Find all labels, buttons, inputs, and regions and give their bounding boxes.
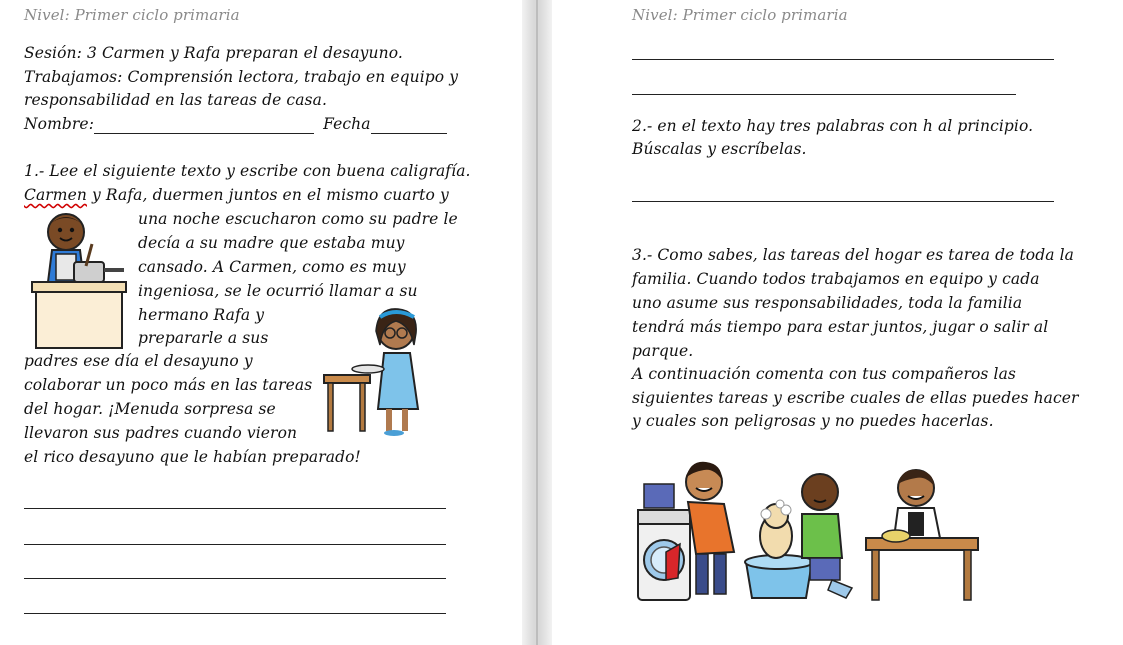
washing-machine-illustration	[636, 456, 746, 604]
page-divider	[536, 0, 538, 645]
dog-bath-illustration	[740, 470, 860, 604]
answer-line-3[interactable]	[632, 201, 1054, 202]
date-input-line[interactable]	[371, 115, 447, 134]
exercise-3-line-3: uno asume sus responsabilidades, toda la familia	[632, 294, 1023, 312]
objectives-line-1: Trabajamos: Comprensión lectora, trabajo en equipo y	[24, 68, 459, 86]
worksheet-page-right	[552, 0, 1123, 645]
exercise-3-line-5: parque.	[632, 342, 694, 360]
story-line-3: decía a su madre que estaba muy	[138, 234, 405, 252]
girl-table-illustration	[322, 305, 432, 437]
exercise-3-line-8: y cuales son peligrosas y no puedes hacerlas.	[632, 412, 994, 430]
exercise-2-line-2: Búscalas y escríbelas.	[632, 140, 807, 158]
name-label: Nombre:	[24, 115, 95, 133]
story-word-carmen: Carmen	[24, 186, 87, 204]
exercise-2-line-1: 2.- en el texto hay tres palabras con h al principio.	[632, 117, 1034, 135]
level-header: Nivel: Primer ciclo primaria	[24, 6, 240, 24]
answer-line-2[interactable]	[632, 94, 1016, 95]
worksheet-page-left	[0, 0, 522, 645]
story-line-1: Carmen y Rafa, duermen juntos en el mismo cuarto y	[24, 186, 449, 204]
exercise-3-line-4: tendrá más tiempo para estar juntos, jugar o salir al	[632, 318, 1049, 336]
name-input-line[interactable]	[94, 115, 314, 134]
session-title: Sesión: 3 Carmen y Rafa preparan el desayuno.	[24, 44, 403, 62]
name-field-row	[24, 115, 447, 134]
objectives-line-2: responsabilidad en las tareas de casa.	[24, 91, 327, 109]
boy-cooking-illustration	[30, 210, 130, 350]
date-label: Fecha	[323, 115, 371, 133]
story-line-6: hermano Rafa y	[138, 306, 265, 324]
story-line-8: padres ese día el desayuno y	[24, 352, 253, 370]
story-line-2: una noche escucharon como su padre le	[138, 210, 458, 228]
exercise-1-instruction: 1.- Lee el siguiente texto y escribe con buena caligrafía.	[24, 162, 471, 180]
story-line-10: del hogar. ¡Menuda sorpresa se	[24, 400, 276, 418]
writing-line-3[interactable]	[24, 578, 446, 579]
story-line-5: ingeniosa, se le ocurrió llamar a su	[138, 282, 418, 300]
level-header-right: Nivel: Primer ciclo primaria	[632, 6, 848, 24]
exercise-3-line-6: A continuación comenta con tus compañeros las	[632, 365, 1016, 383]
writing-line-1[interactable]	[24, 508, 446, 509]
story-line-4: cansado. A Carmen, como es muy	[138, 258, 406, 276]
story-line-9: colaborar un poco más en las tareas	[24, 376, 313, 394]
writing-line-4[interactable]	[24, 613, 446, 614]
answer-line-1[interactable]	[632, 59, 1054, 60]
exercise-3-line-1: 3.- Como sabes, las tareas del hogar es tarea de toda la	[632, 246, 1074, 264]
exercise-3-line-2: familia. Cuando todos trabajamos en equipo y cada	[632, 270, 1040, 288]
story-line-11: llevaron sus padres cuando vieron	[24, 424, 298, 442]
writing-line-2[interactable]	[24, 544, 446, 545]
story-line-7: prepararle a sus	[138, 329, 269, 347]
story-line-12: el rico desayuno que le habían preparado!	[24, 448, 361, 466]
exercise-3-line-7: siguientes tareas y escribe cuales de ellas puedes hacer	[632, 389, 1079, 407]
wipe-table-illustration	[864, 466, 982, 604]
